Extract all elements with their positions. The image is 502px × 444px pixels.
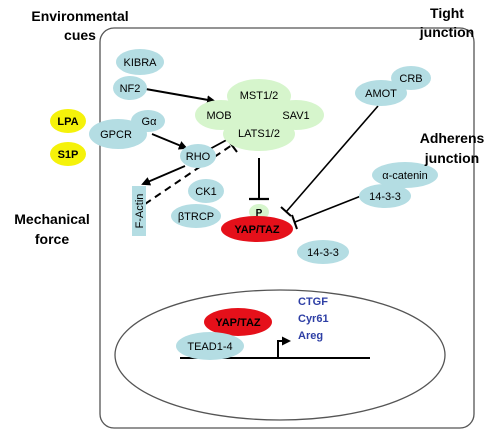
- protein-14-3-3-cyto-label: 14-3-3: [307, 247, 339, 259]
- gpcr-label: GPCR: [100, 129, 132, 141]
- lpa-label: LPA: [57, 116, 79, 128]
- target-gene-ctgf: CTGF: [298, 296, 328, 308]
- phospho-label: P: [255, 208, 263, 219]
- inhibit-alpha-catenin-to-yap: [295, 194, 366, 222]
- nucleus: [115, 290, 445, 420]
- kibra-label: KIBRA: [123, 57, 157, 69]
- alpha-catenin-label: α-catenin: [382, 170, 428, 182]
- transcription-start-arrow: [278, 341, 289, 358]
- btrcp-label: βTRCP: [177, 211, 215, 223]
- lats12-label: LATS1/2: [238, 128, 280, 140]
- target-gene-cyr61: Cyr61: [298, 313, 329, 325]
- sav1-label: SAV1: [282, 110, 310, 122]
- tead14-label: TEAD1-4: [187, 341, 233, 353]
- crb-label: CRB: [399, 73, 423, 85]
- mechanical-force-label-2: force: [34, 231, 70, 247]
- mechanical-force-label-1: Mechanical: [14, 211, 90, 227]
- adherens-junction-label-2: junction: [424, 150, 480, 166]
- environmental-cues-label-2: cues: [64, 27, 96, 43]
- g-alpha-label: Gα: [141, 116, 157, 128]
- rho-label: RHO: [185, 151, 211, 163]
- yap-taz-cyto-label: YAP/TAZ: [234, 224, 280, 236]
- target-gene-areg: Areg: [298, 330, 324, 342]
- environmental-cues-label-1: Environmental: [31, 8, 129, 24]
- yap-taz-nuclear-label: YAP/TAZ: [215, 317, 261, 329]
- arrow-gpcr-to-rho: [152, 134, 186, 148]
- tight-junction-label-1: Tight: [430, 5, 464, 21]
- tight-junction-label-2: junction: [419, 24, 475, 40]
- amot-label: AMOT: [365, 88, 397, 100]
- mob-label: MOB: [206, 110, 232, 122]
- nf2-label: NF2: [119, 83, 141, 95]
- ck1-label: CK1: [195, 186, 217, 198]
- arrow-nf2-to-hippo-core: [140, 88, 214, 101]
- mst12-label: MST1/2: [239, 90, 279, 102]
- s1p-label: S1P: [57, 149, 79, 161]
- adherens-junction-label-1: Adherens: [419, 130, 485, 146]
- protein-14-3-3-adh-label: 14-3-3: [369, 191, 401, 203]
- f-actin-label: F-Actin: [134, 193, 146, 229]
